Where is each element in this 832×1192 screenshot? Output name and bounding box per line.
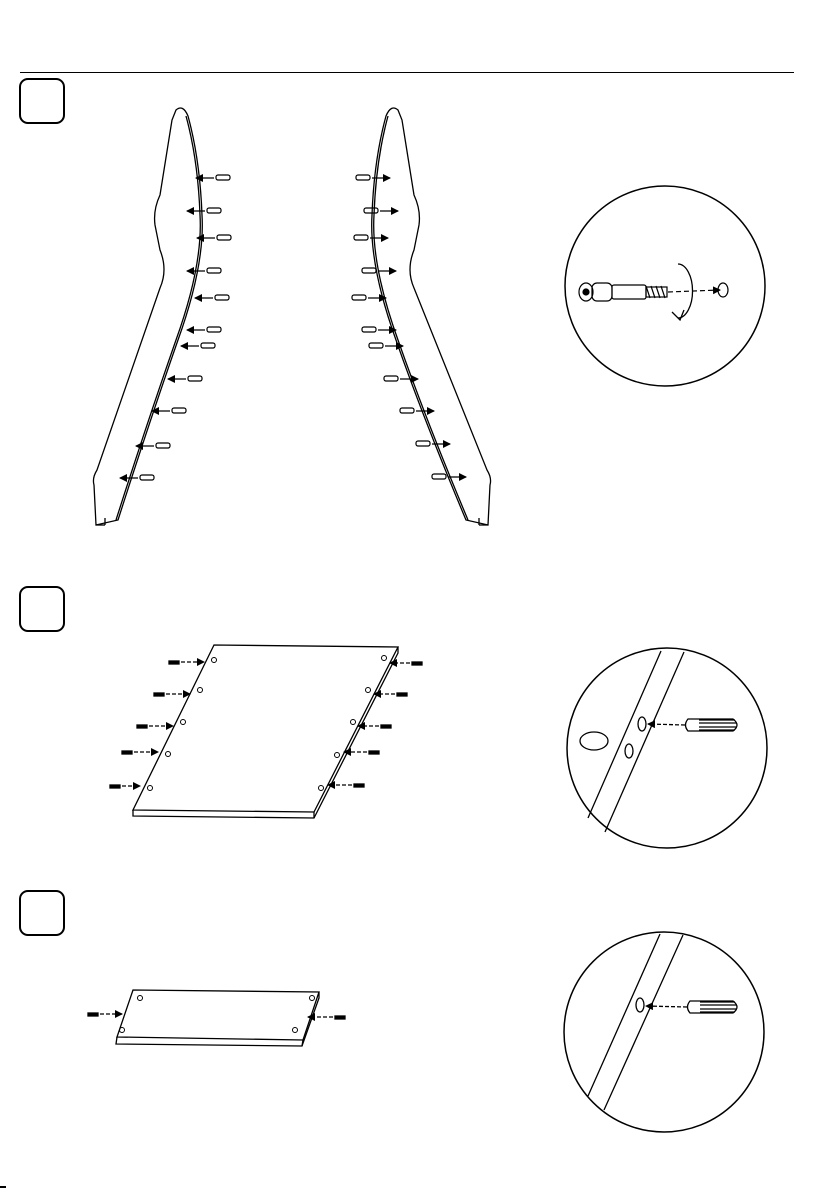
- cam-bolt-arrow: [152, 408, 186, 413]
- dowel-arrow: [110, 785, 140, 788]
- dowel-arrow: [88, 1013, 122, 1016]
- cam-bolt-arrow: [181, 343, 215, 348]
- page-edge-mark: [0, 1186, 6, 1188]
- hole-icon: [636, 998, 644, 1012]
- cam-bolt-arrow: [120, 475, 154, 480]
- cam-bolt-arrow: [187, 268, 221, 273]
- step3-detail-circle: [564, 932, 764, 1132]
- dowel-arrow: [308, 1016, 345, 1019]
- step1-left-arrows: [120, 175, 231, 480]
- dowel-arrow: [374, 693, 407, 696]
- step2-panel: [133, 645, 398, 818]
- cam-bolt-arrow: [187, 327, 221, 332]
- step3-panel: [116, 990, 319, 1046]
- cam-bolt-arrow: [352, 295, 386, 300]
- dowel-arrow: [328, 784, 364, 787]
- cam-bolt-icon: [579, 283, 667, 301]
- dowel-arrow: [154, 693, 190, 696]
- dowel-arrow: [122, 751, 158, 754]
- cam-bolt-arrow: [364, 208, 398, 213]
- dowel-arrow: [390, 662, 422, 665]
- cam-bolt-arrow: [195, 295, 229, 300]
- step1-left-panel: [93, 108, 202, 525]
- hole-icon: [625, 744, 633, 758]
- step1-right-arrows: [352, 175, 466, 479]
- step3-arrows: [88, 1013, 345, 1019]
- dowel-holes: [148, 656, 387, 791]
- cam-bolt-arrow: [187, 208, 221, 213]
- dowel-icon: [688, 1001, 738, 1013]
- dowel-icon: [686, 719, 738, 731]
- cam-bolt-arrow: [356, 175, 390, 180]
- step1-detail-circle: [565, 186, 765, 386]
- dowel-arrow: [358, 725, 391, 728]
- cam-bolt-arrow: [400, 408, 434, 413]
- hole-icon: [580, 732, 608, 750]
- dowel-holes: [120, 996, 315, 1033]
- cam-bolt-arrow: [354, 235, 388, 240]
- step1-right-panel: [372, 108, 491, 525]
- dowel-arrow: [169, 661, 204, 664]
- cam-bolt-arrow: [362, 327, 396, 332]
- cam-bolt-arrow: [416, 441, 450, 446]
- dowel-arrow: [344, 751, 379, 754]
- cam-bolt-arrow: [196, 175, 230, 180]
- hole-icon: [638, 717, 646, 731]
- dowel-arrow: [137, 725, 173, 728]
- step2-detail-circle: [567, 648, 767, 848]
- cam-bolt-arrow: [168, 376, 202, 381]
- step2-arrows: [110, 661, 422, 788]
